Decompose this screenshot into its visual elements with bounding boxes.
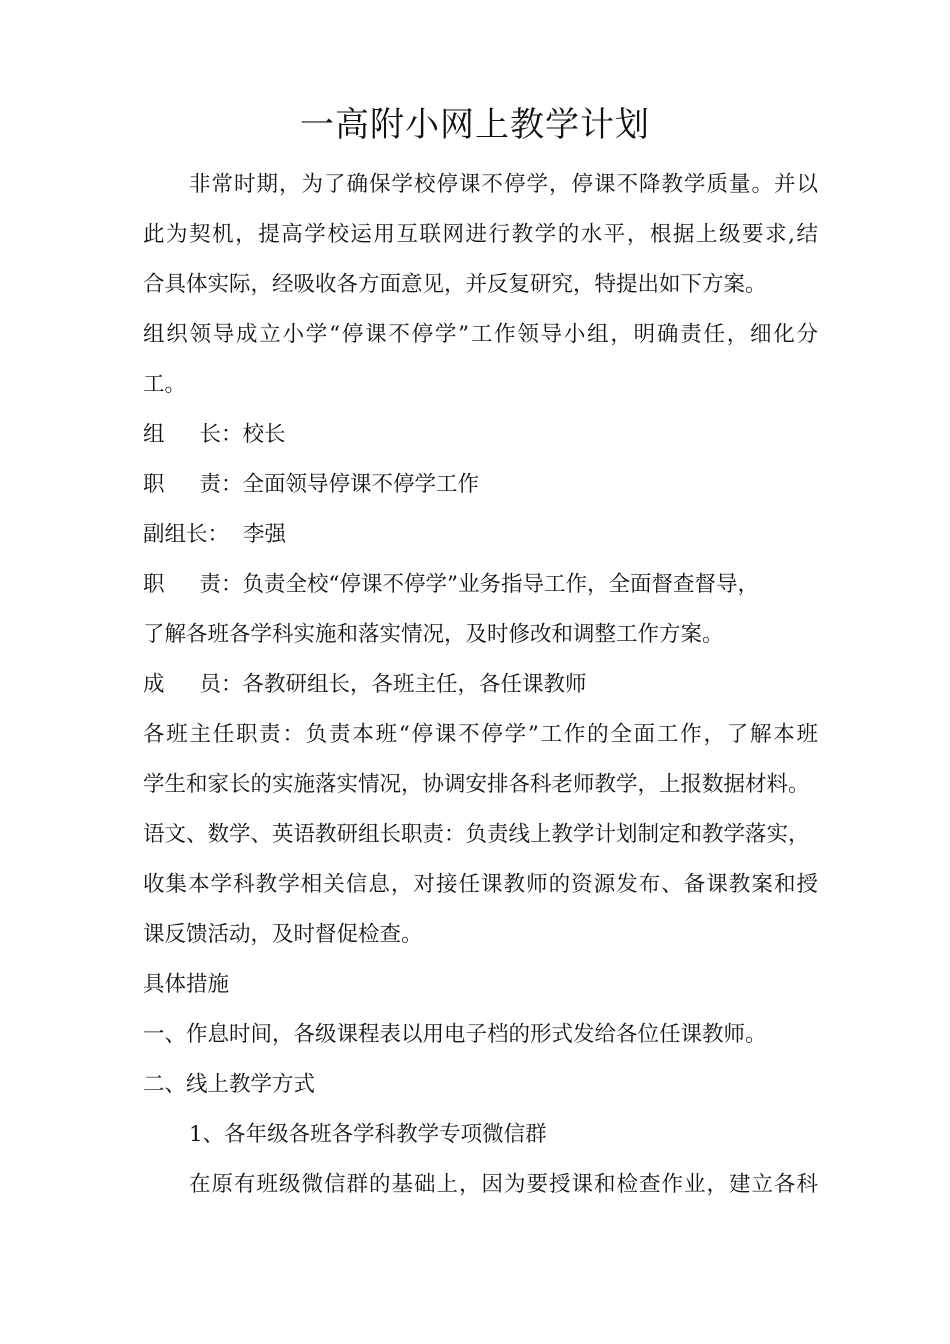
paragraph-line: 语文、数学、英语教研组长职责：负责线上教学计划制定和教学落实， [143, 822, 810, 847]
paragraph-line: 此为契机，提高学校运用互联网进行教学的水平，根据上级要求,结 [143, 222, 818, 247]
leader-label-b: 长： [199, 422, 243, 447]
paragraph-line: 了解各班各学科实施和落实情况，及时修改和调整工作方案。 [143, 622, 724, 647]
duty-value: 全面领导停课不停学工作 [242, 472, 480, 497]
member-label-a: 成 [143, 672, 165, 697]
paragraph-line: 组织领导成立小学“停课不停学”工作领导小组，明确责任，细化分 [143, 322, 818, 347]
member-row [143, 670, 818, 700]
member-value: 各教研组长，各班主任，各任课教师 [242, 672, 587, 697]
member-label-b: 员： [199, 672, 243, 697]
duty-label-b: 责： [199, 572, 243, 597]
duty-value: 负责全校“停课不停学”业务指导工作，全面督查督导， [242, 572, 760, 597]
duty-row-2 [143, 570, 818, 600]
duty-label-a: 职 [143, 472, 165, 497]
paragraph-line: 收集本学科教学相关信息，对接任课教师的资源发布、备课教案和授 [143, 872, 818, 897]
paragraph-line: 合具体实际，经吸收各方面意见，并反复研究，特提出如下方案。 [143, 272, 767, 297]
paragraph-line: 各班主任职责：负责本班“停课不停学”工作的全面工作，了解本班 [143, 722, 818, 747]
deputy-label: 副组长： [143, 522, 230, 547]
paragraph-line: 课反馈活动，及时督促检查。 [143, 922, 423, 947]
leader-row [143, 420, 818, 450]
paragraph-line: 工。 [143, 372, 187, 397]
list-item: 一、作息时间，各级课程表以用电子档的形式发给各位任课教师。 [143, 1022, 767, 1047]
duty-label-a: 职 [143, 572, 165, 597]
duty-row-1 [143, 470, 818, 500]
leader-label-a: 组 [143, 422, 165, 447]
document-title: 一高附小网上教学计划 [300, 105, 650, 145]
paragraph-line: 在原有班级微信群的基础上，因为要授课和检查作业，建立各科 [189, 1172, 818, 1197]
paragraph-line: 非常时期，为了确保学校停课不停学，停课不降教学质量。并以 [189, 172, 818, 197]
section-heading: 具体措施 [143, 972, 230, 997]
paragraph-line: 学生和家长的实施落实情况，协调安排各科老师教学，上报数据材料。 [143, 772, 810, 797]
duty-label-b: 责： [199, 472, 243, 497]
deputy-row [143, 520, 818, 550]
sub-heading: 1、各年级各班各学科教学专项微信群 [189, 1122, 547, 1147]
list-item: 二、线上教学方式 [143, 1072, 316, 1097]
leader-value: 校长 [242, 422, 286, 447]
deputy-value: 李强 [243, 522, 287, 547]
